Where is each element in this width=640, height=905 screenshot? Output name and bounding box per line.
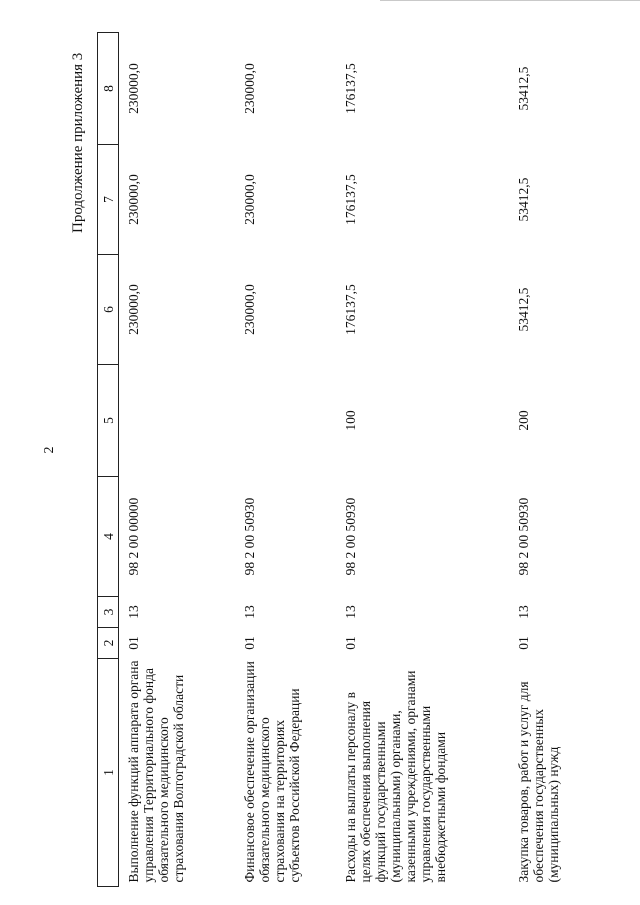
header-cell-2: 2: [98, 628, 119, 659]
expense-type-code: 200: [516, 410, 531, 431]
row-name: Финансовое обеспечение организации обязательного медицинского страхования на территориях субъектов Российской Федерации: [242, 661, 302, 883]
amount-col-8: 230000,0: [242, 63, 257, 114]
header-cell-7: 7: [98, 145, 119, 255]
amount-col-7: 230000,0: [242, 174, 257, 225]
table-row: [119, 33, 240, 887]
header-cell-8: 8: [98, 33, 119, 145]
row-name: Расходы на выплаты персоналу в целях обеспечения выполнения функций государственными (муниципальными) органами, казенными учреждениями, органами управления государственными внебюджетными фондами: [343, 670, 448, 883]
table-row: [340, 33, 513, 887]
subsection-code: 13: [516, 605, 531, 619]
amount-col-8: 53412,5: [516, 66, 531, 111]
amount-col-8: 230000,0: [126, 63, 141, 114]
header-cell-6: 6: [98, 255, 119, 365]
subsection-code: 13: [126, 605, 141, 619]
appendix-caption: Продолжение приложения 3: [70, 52, 86, 233]
budget-table: [97, 32, 636, 887]
target-article-code: 98 2 00 50930: [343, 497, 358, 576]
row-name: Закупка товаров, работ и услуг для обеспечения государственных (муниципальных) нужд: [516, 681, 561, 883]
target-article-code: 98 2 00 50930: [242, 497, 257, 576]
table-header-row: [98, 33, 119, 887]
expense-type-code: [119, 365, 240, 477]
expense-type-code: [239, 365, 340, 477]
target-article-code: 98 2 00 00000: [126, 497, 141, 576]
header-cell-5: 5: [98, 365, 119, 477]
amount-col-7: 53412,5: [516, 177, 531, 222]
amount-col-6: 176137,5: [343, 284, 358, 335]
section-code: 01: [343, 636, 358, 650]
subsection-code: 13: [343, 605, 358, 619]
table-row: [513, 33, 636, 887]
amount-col-6: 53412,5: [516, 287, 531, 332]
amount-col-7: 176137,5: [343, 174, 358, 225]
section-code: 01: [516, 636, 531, 650]
row-name: Выполнение функций аппарата органа управления Территориального фонда обязательного медицинского страхования Волгоградской области: [126, 660, 186, 883]
amount-col-6: 230000,0: [126, 284, 141, 335]
section-code: 01: [242, 636, 257, 650]
expense-type-code: 100: [343, 410, 358, 431]
page-number: 2: [42, 446, 57, 454]
table-row: [239, 33, 340, 887]
section-code: 01: [126, 636, 141, 650]
header-cell-1: 1: [98, 659, 119, 887]
amount-col-8: 176137,5: [343, 63, 358, 114]
amount-col-6: 230000,0: [242, 284, 257, 335]
header-cell-3: 3: [98, 597, 119, 628]
header-cell-4: 4: [98, 477, 119, 597]
subsection-code: 13: [242, 605, 257, 619]
amount-col-7: 230000,0: [126, 174, 141, 225]
target-article-code: 98 2 00 50930: [516, 497, 531, 576]
